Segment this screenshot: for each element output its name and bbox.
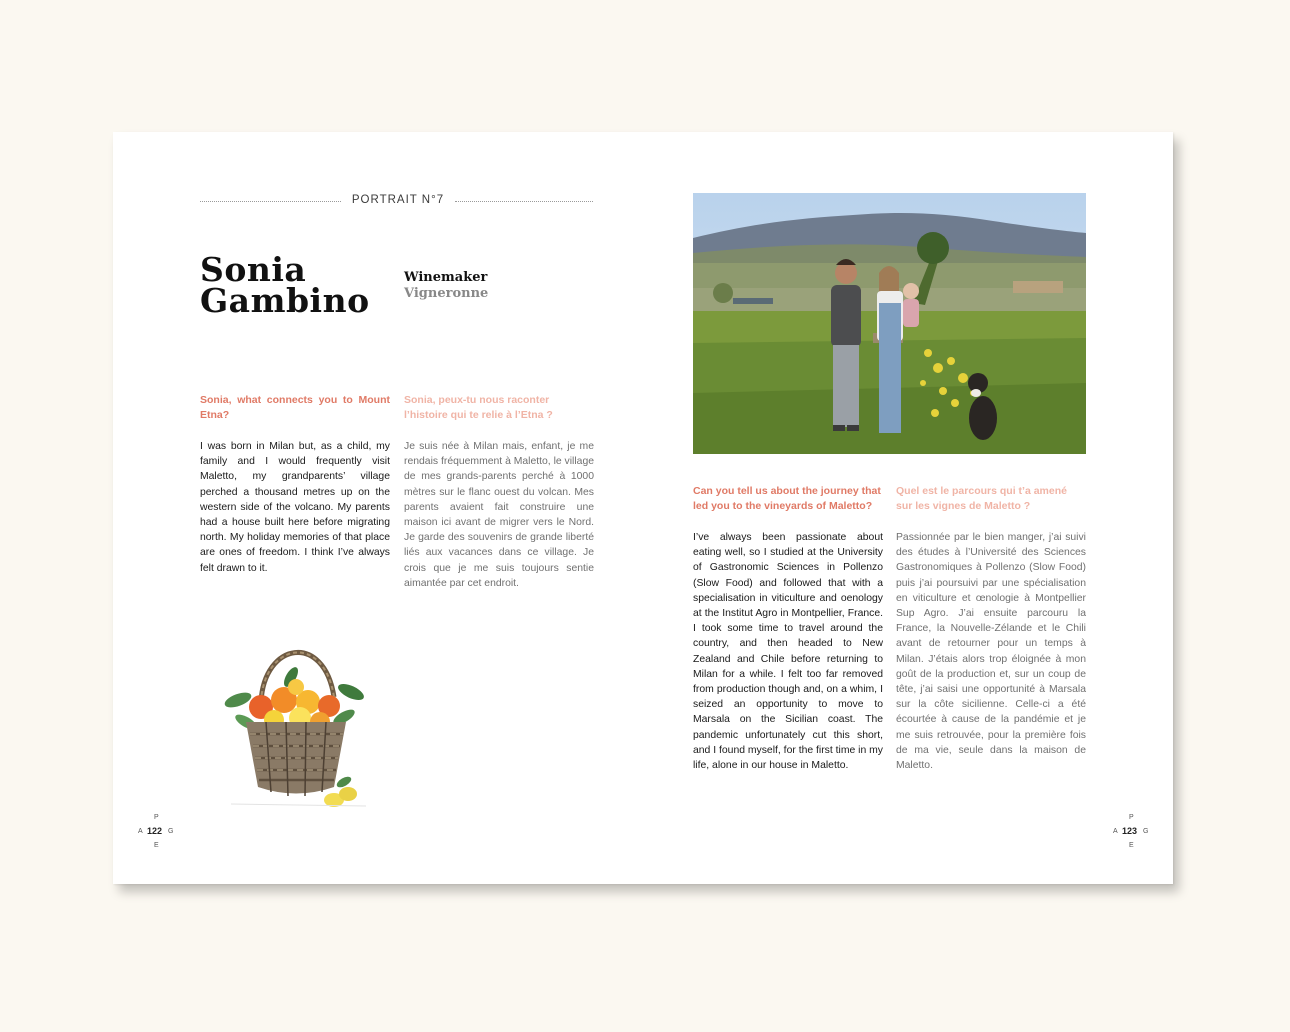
header-rule-right	[455, 201, 593, 202]
question-english-1: Sonia, what connects you to Mount Etna?	[200, 394, 390, 421]
lemon-basket-illustration	[216, 622, 376, 812]
portrait-label: PORTRAIT N°7	[351, 194, 445, 206]
folio-letter-g: G	[168, 828, 174, 835]
role-french: Vigneronne	[404, 286, 489, 301]
family-photo	[693, 193, 1086, 454]
role-english: Winemaker	[404, 270, 488, 285]
folio-letter-a: A	[1113, 828, 1118, 835]
magazine-spread	[113, 132, 1173, 884]
folio-letter-e: E	[154, 842, 159, 849]
folio-letter-e: E	[1129, 842, 1134, 849]
page-number-left: 122	[147, 826, 163, 836]
question-french-2: Quel est le parcours qui t’a amené sur les vignes de Maletto ?	[896, 485, 1067, 512]
person-last-name: Gambino	[200, 281, 370, 320]
person-name	[200, 250, 370, 320]
question-french-1: Sonia, peux-tu nous raconter l’histoire qui te relie à l’Etna ?	[404, 394, 553, 421]
folio-letter-a: A	[138, 828, 143, 835]
folio-letter-g: G	[1143, 828, 1149, 835]
answer-french-1: Je suis née à Milan mais, enfant, je me rendais fréquemment à Maletto, le village de mes grands-parents perché à 1000 mètres sur le flanc ouest du volcan. Mes parents avaient fait construire une maison ici avant de migrer vers le Nord. Je garde des souvenirs de grande liberté liés aux vacances dans ce village. Je crois que je me suis toujours sentie aimantée par cet endroit.	[404, 441, 595, 589]
page-number-right: 123	[1122, 826, 1138, 836]
folio-letter-p: P	[1129, 814, 1134, 821]
person-first-name: Sonia	[200, 250, 307, 289]
question-english-2: Can you tell us about the journey that led you to the vineyards of Maletto?	[693, 485, 881, 512]
answer-english-2: I’ve always been passionate about eating well, so I studied at the University of Gastronomic Sciences in Pollenzo (Slow Food) and followed that with a specialisation in viticulture and oenology at the Institut Agro in Montpellier, France. I took some time to travel around the country, and then headed to New Zealand and Chile before returning to Milan for a while. I felt too far removed from production though and, on a whim, I seized an opportunity to move to Marsala on the Sicilian coast. The pandemic unfortunately cut this short, and I found myself, for the first time in my life, alone in our house in Maletto.	[693, 532, 883, 772]
answer-french-2: Passionnée par le bien manger, j’ai suivi des études à l’Université des Sciences Gastronomiques à Pollenzo (Slow Food) puis j’ai poursuivi par une spécialisation en viticulture et œnologie à Montpellier Sup Agro. J’ai ensuite parcouru la France, la Nouvelle-Zélande et le Chili avant de retourner pour un temps à Milan. J’étais alors trop éloignée à mon goût de la production et, sur un coup de tête, j’ai saisi une opportunité à Marsala sur la côte sicilienne. Celle-ci a été écourtée à cause de la pandémie et je me suis retrouvée, pour la première fois de ma vie, seule dans la maison de Maletto.	[896, 532, 1086, 772]
folio-letter-p: P	[154, 814, 159, 821]
answer-english-1: I was born in Milan but, as a child, my family and I would frequently visit Maletto, my grandparents’ village perched a thousand metres up on the western side of the volcano. My parents had a house built here before migrating north. My holiday memories of that place are ones of freedom. I think I’ve always felt drawn to it.	[200, 441, 390, 574]
header-rule-left	[200, 201, 341, 202]
